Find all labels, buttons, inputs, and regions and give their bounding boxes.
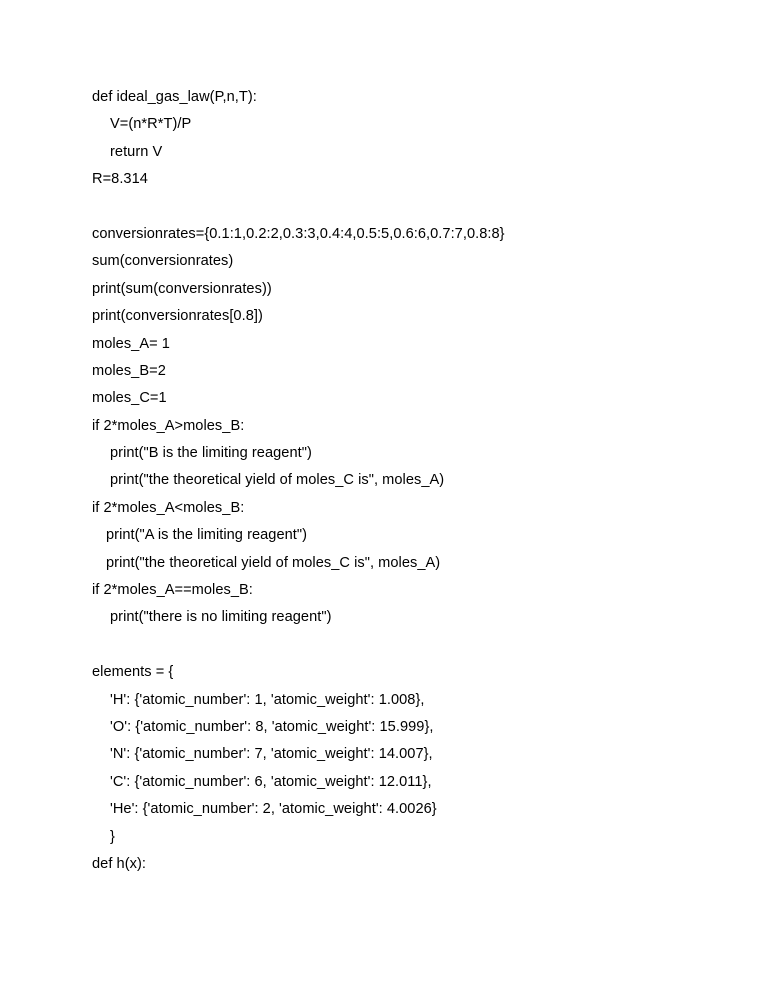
code-line: print("the theoretical yield of moles_C is", moles_A) xyxy=(110,472,445,489)
code-line: print(sum(conversionrates)) xyxy=(92,280,272,297)
code-line: print("there is no limiting reagent") xyxy=(110,609,332,626)
code-line: conversionrates={0.1:1,0.2:2,0.3:3,0.4:4,0.5:5,0.6:6,0.7:7,0.8:8} xyxy=(92,225,505,242)
code-line: elements = { xyxy=(92,664,174,681)
code-line: 'C': {'atomic_number': 6, 'atomic_weight': 12.011}, xyxy=(110,773,432,790)
code-line: sum(conversionrates) xyxy=(92,253,234,270)
code-line: if 2*moles_A<moles_B: xyxy=(92,499,245,516)
code-line: 'N': {'atomic_number': 7, 'atomic_weight': 14.007}, xyxy=(110,746,433,763)
code-line: return V xyxy=(110,143,163,160)
code-line: moles_C=1 xyxy=(92,390,167,407)
code-line: def ideal_gas_law(P,n,T): xyxy=(92,89,257,105)
blank-line xyxy=(92,194,732,221)
code-line: print("B is the limiting reagent") xyxy=(110,445,312,462)
blank-line xyxy=(92,632,732,659)
code-line: print("the theoretical yield of moles_C is", moles_A) xyxy=(106,554,441,571)
code-line: 'O': {'atomic_number': 8, 'atomic_weight': 15.999}, xyxy=(110,718,434,735)
code-line: R=8.314 xyxy=(92,171,148,188)
code-line: if 2*moles_A>moles_B: xyxy=(92,417,245,434)
code-line: print(conversionrates[0.8]) xyxy=(92,308,263,325)
code-line: } xyxy=(110,828,115,845)
code-line: 'H': {'atomic_number': 1, 'atomic_weight': 1.008}, xyxy=(110,691,425,708)
code-line: def h(x): xyxy=(92,855,146,872)
code-block xyxy=(92,84,732,878)
code-line: print("A is the limiting reagent") xyxy=(106,527,308,544)
code-line: if 2*moles_A==moles_B: xyxy=(92,582,253,599)
code-line: moles_B=2 xyxy=(92,362,166,379)
code-line: 'He': {'atomic_number': 2, 'atomic_weight': 4.0026} xyxy=(110,801,437,818)
code-line: V=(n*R*T)/P xyxy=(110,116,192,133)
code-line: moles_A= 1 xyxy=(92,335,170,352)
